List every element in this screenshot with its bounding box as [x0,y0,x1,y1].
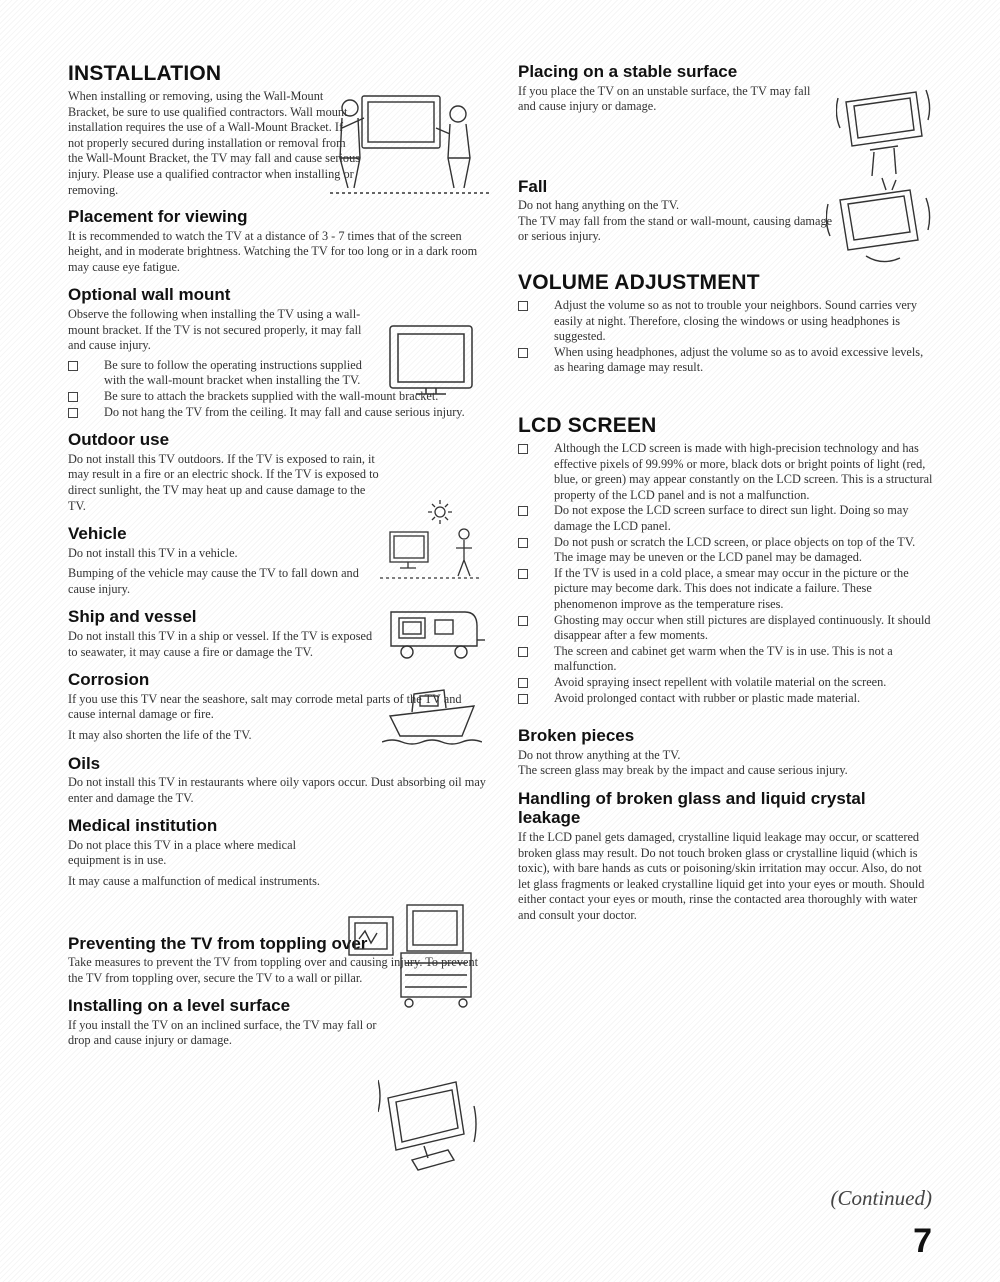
list-item: The screen and cabinet get warm when the TV is in use. This is not a malfunction. [518,644,934,675]
section-broken-pieces [518,726,934,779]
corrosion-heading: Corrosion [68,670,150,690]
optional-wall-mount-heading: Optional wall mount [68,285,231,305]
trailer-vehicle-icon [385,604,485,664]
lcd-list [518,441,934,706]
tv-on-stool-icon [836,88,932,178]
section-medical-institution [68,816,488,889]
oils-heading: Oils [68,753,101,773]
fall-heading: Fall [518,176,548,196]
optional-wall-mount-text: Observe the following when installing the TV using a wall-mount bracket. If the TV is not secured properly, it may fall and cause injury. [68,307,362,353]
broken-heading: Broken pieces [518,726,635,746]
medical-heading: Medical institution [68,816,218,836]
ship-heading: Ship and vessel [68,607,197,627]
installation-heading: INSTALLATION [68,62,222,85]
outdoor-text: Do not install this TV outdoors. If the TV is exposed to rain, it may result in a fire or an electric shock. If the TV is exposed to direct sunlight, the TV may heat up and cause damage to the TV. [68,451,379,513]
broken-text-2: The screen glass may break by the impact and cause serious injury. [518,763,848,778]
list-item: Avoid spraying insect repellent with volatile material on the screen. [518,675,934,691]
vehicle-text-2: Bumping of the vehicle may cause the TV to fall down and cause injury. [68,566,359,596]
list-item: Be sure to follow the operating instructions supplied with the wall-mount bracket when installing the TV. [68,358,374,389]
handling-heading: Handling of broken glass and liquid crystal leakage [518,788,866,828]
wall-mounted-tv-icon [386,322,476,398]
volume-list [518,298,934,376]
sun-and-tv-icon [380,498,480,582]
handling-text: If the LCD panel gets damaged, crystalline liquid leakage may occur, or scattered broken glass may result. Do not touch broken glass or crystalline liquid (which is toxic), with bare hands as cuts or poisoning/skin irritation may occur. Also, do not let glass fragments or leaked crystalline liquid get into your eyes or mouth. Should either contact your eyes or mouth, rinse the contacted area thoroughly with water and consult your doctor. [518,829,925,922]
oils-text: Do not install this TV in restaurants where oily vapors occur. Dust absorbing oil may enter and damage the TV. [68,775,486,805]
inclined-tv-icon [378,1076,478,1172]
lcd-heading: LCD SCREEN [518,414,657,438]
corrosion-text-2: It may also shorten the life of the TV. [68,727,252,742]
medical-text-2: It may cause a malfunction of medical instruments. [68,873,321,888]
boat-icon [382,676,482,748]
list-item: Avoid prolonged contact with rubber or plastic made material. [518,691,934,707]
two-workers-mounting-tv-icon [330,88,490,198]
outdoor-heading: Outdoor use [68,430,170,450]
continued-label: (Continued) [830,1186,932,1210]
fall-text-1: Do not hang anything on the TV. [518,198,680,213]
placement-text: It is recommended to watch the TV at a distance of 3 - 7 times that of the screen height, and in moderate brightness. Watching the TV for too long or in a dark room may cause eye fatigue. [68,228,478,274]
list-item: Although the LCD screen is made with high-precision technology and has effective pixels of 99.99% or more, black dots or bright points of light (red, blue, or green) may appear constantly on the LCD screen. This is a structural property of the LCD panel and is not a malfunction. [518,441,934,503]
section-broken-glass [518,789,934,924]
toppling-text: Take measures to prevent the TV from toppling over and causing injury. To prevent the TV from toppling over, secure the TV to a wall or pillar. [68,955,479,985]
stable-heading: Placing on a stable surface [518,62,738,81]
section-installation [68,62,361,198]
stable-text: If you place the TV on an unstable surface, the TV may fall and cause injury or damage. [518,83,811,114]
list-item: Do not push or scratch the LCD screen, or place objects on top of the TV. The image may be uneven or the LCD panel may be damaged. [518,535,934,566]
section-placement [68,207,488,275]
list-item: Ghosting may occur when still pictures are displayed continuously. It should disappear after a few moments. [518,613,934,644]
placement-heading: Placement for viewing [68,207,248,227]
volume-heading: VOLUME ADJUSTMENT [518,271,760,295]
vehicle-text-1: Do not install this TV in a vehicle. [68,545,238,560]
corrosion-text-1: If you use this TV near the seashore, salt may corrode metal parts of the TV and cause internal damage or fire. [68,691,462,722]
installation-text: When installing or removing, using the Wall-Mount Bracket, be sure to use qualified contractors. Wall mount installation requires the use of a Wall-Mount Bracket. If not properly secured during installation or removal from the Wall-Mount Bracket, the TV may fall and cause serious injury. Please use a qualified contractor when installing or removing. [68,89,361,197]
list-item: If the TV is used in a cold place, a smear may occur in the picture or the picture may become dark. This does not indicate a failure. These phenomenon improve as the temperature rises. [518,566,934,613]
fall-text-2: The TV may fall from the stand or wall-mount, causing damage or serious injury. [518,213,833,244]
section-volume-adjustment [518,271,934,376]
list-item: Do not hang the TV from the ceiling. It may fall and cause serious injury. [68,405,488,421]
vehicle-heading: Vehicle [68,524,127,544]
level-text: If you install the TV on an inclined surface, the TV may fall or drop and cause injury or damage. [68,1017,377,1048]
medical-text-1: Do not place this TV in a place where medical equipment is in use. [68,837,296,868]
toppling-heading: Preventing the TV from toppling over [68,933,368,953]
list-item: Do not expose the LCD screen surface to direct sun light. Doing so may damage the LCD panel. [518,503,934,534]
ship-text: Do not install this TV in a ship or vessel. If the TV is exposed to seawater, it may cause a fire or damage the TV. [68,628,373,659]
section-lcd-screen [518,414,934,706]
medical-equipment-tv-icon [345,903,485,1009]
page-number: 7 [913,1222,932,1260]
list-item: Be sure to attach the brackets supplied with the wall-mount bracket. [68,389,488,405]
broken-text-1: Do not throw anything at the TV. [518,747,681,762]
list-item: When using headphones, adjust the volume so as to avoid excessive levels, as hearing damage may result. [518,345,934,376]
level-heading: Installing on a level surface [68,996,291,1016]
section-oils [68,754,488,807]
list-item: Adjust the volume so as not to trouble your neighbors. Sound carries very easily at night. Therefore, closing the windows or using headphones is suggested. [518,298,934,345]
falling-tv-icon [826,174,934,278]
